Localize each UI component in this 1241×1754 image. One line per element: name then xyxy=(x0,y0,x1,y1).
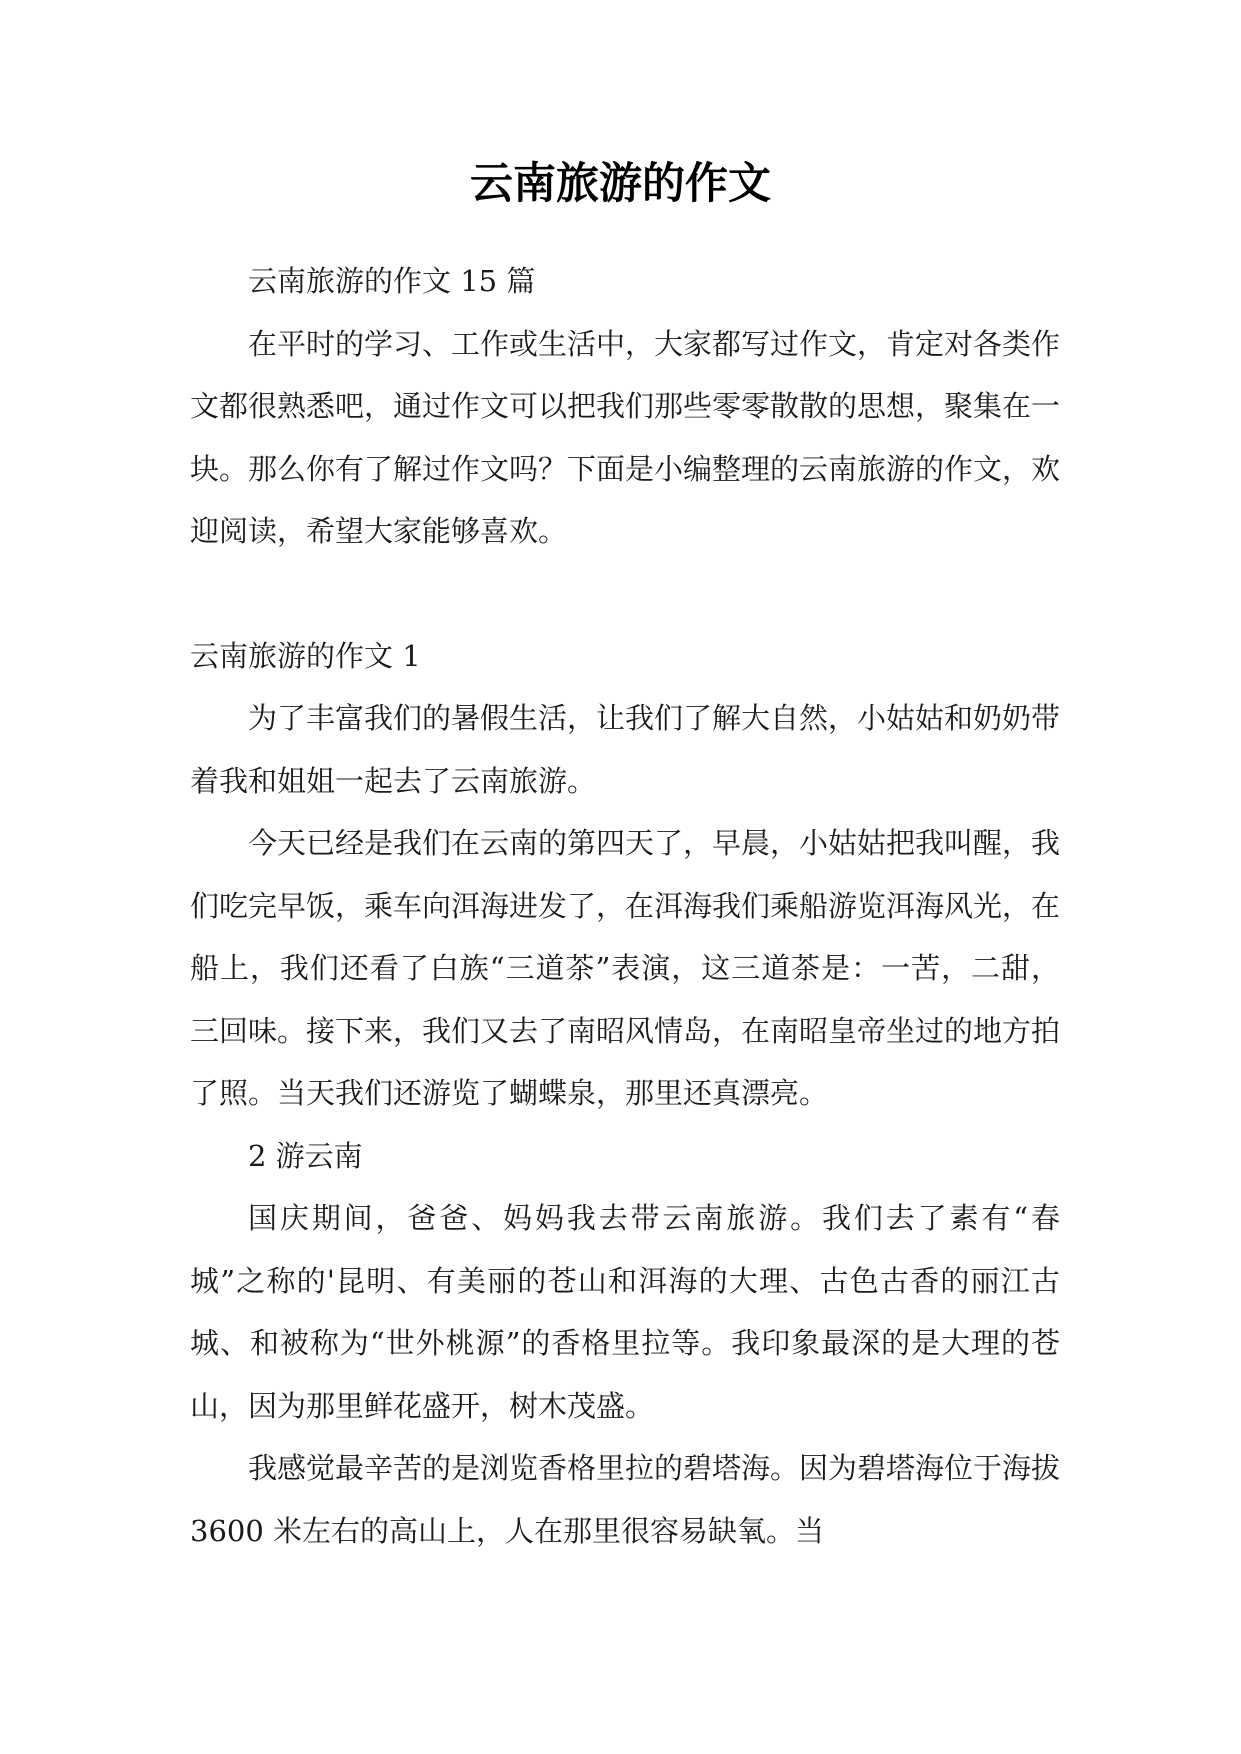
paragraph-gap xyxy=(190,563,1060,625)
section2-paragraph-1: 国庆期间，爸爸、妈妈我去带云南旅游。我们去了素有“春城”之称的'昆明、有美丽的苍山和洱海的大理、古色古香的丽江古城、和被称为“世外桃源”的香格里拉等。我印象最深的是大理的苍山，因为那里鲜花盛开，树木茂盛。 xyxy=(190,1201,1060,1423)
section2-paragraph-2: 我感觉最辛苦的是浏览香格里拉的碧塔海。因为碧塔海位于海拔 3600 米左右的高山上，人在那里很容易缺氧。当 xyxy=(190,1451,1061,1548)
section-heading-1: 云南旅游的作文 1 xyxy=(190,638,421,673)
section1-paragraph-1: 为了丰富我们的暑假生活，让我们了解大自然，小姑姑和奶奶带着我和姐姐一起去了云南旅游。 xyxy=(190,701,1061,798)
section1-paragraph-2: 今天已经是我们在云南的第四天了，早晨，小姑姑把我叫醒，我们吃完早饭，乘车向洱海进发了，在洱海我们乘船游览洱海风光，在船上，我们还看了白族“三道茶”表演，这三道茶是：一苦，二甜，三回味。接下来，我们又去了南昭风情岛，在南昭皇帝坐过的地方拍了照。当天我们还游览了蝴蝶泉，那里还真漂亮。 xyxy=(190,826,1061,1110)
intro-paragraph: 在平时的学习、工作或生活中，大家都写过作文，肯定对各类作文都很熟悉吧，通过作文可以把我们那些零零散散的思想，聚集在一块。那么你有了解过作文吗？下面是小编整理的云南旅游的作文，欢迎阅读，希望大家能够喜欢。 xyxy=(190,326,1061,548)
document-title: 云南旅游的作文 xyxy=(470,159,771,209)
document-subtitle: 云南旅游的作文 15 篇 xyxy=(248,264,536,298)
section-heading-2: 2 游云南 xyxy=(248,1138,363,1173)
document-body xyxy=(190,250,1060,1562)
